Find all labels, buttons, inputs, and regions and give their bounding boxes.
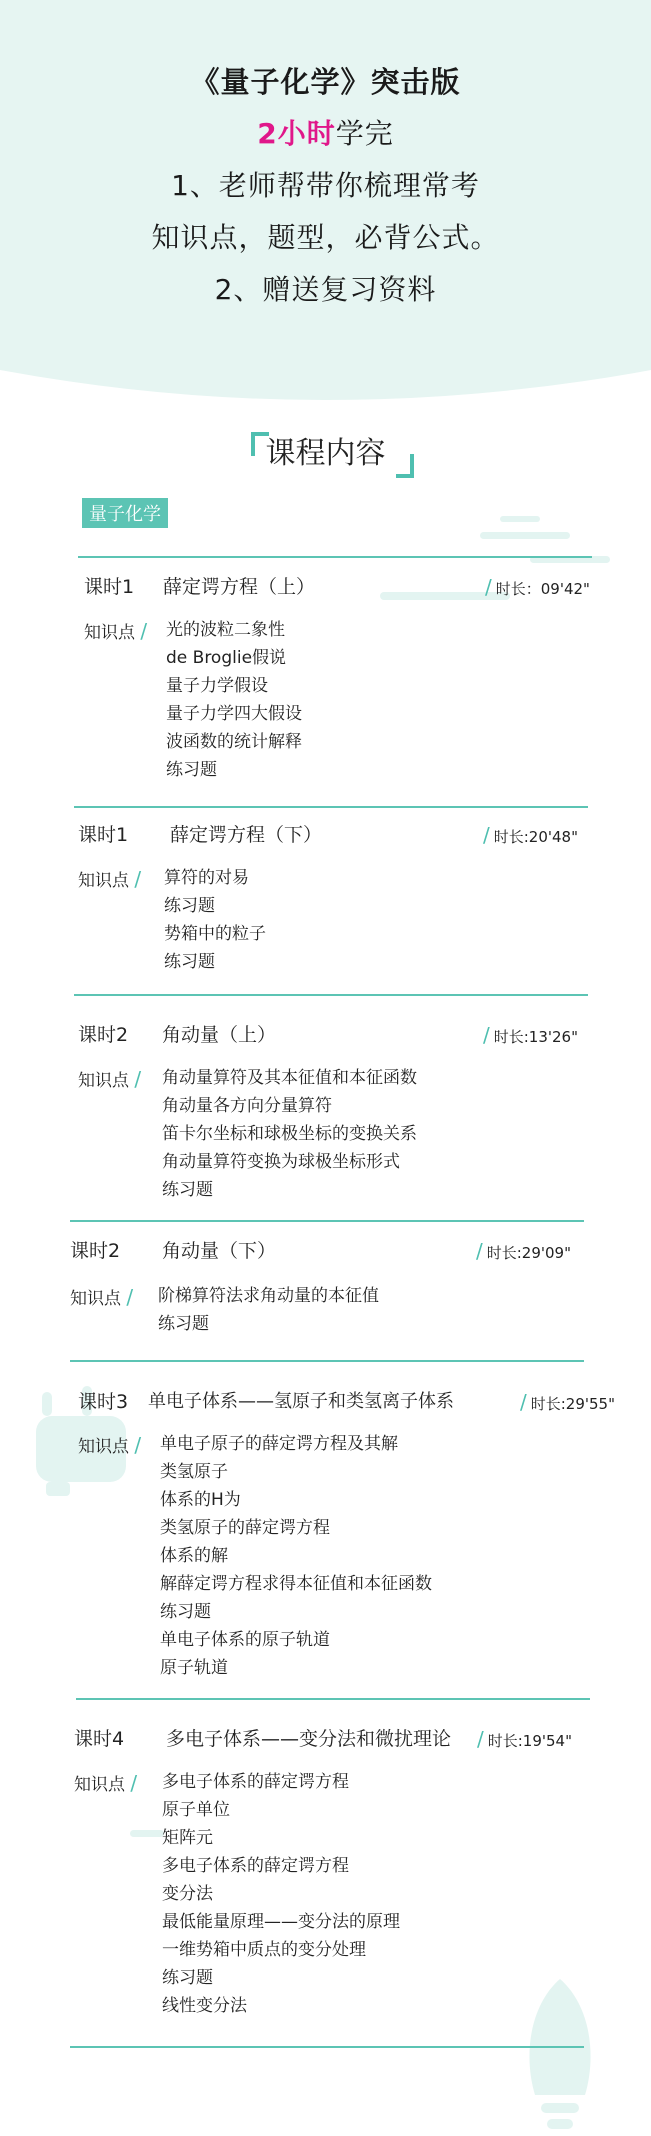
list-item: 类氢原子 [160,1462,228,1482]
lesson-divider [70,1220,584,1222]
hero-banner [0,0,651,400]
lesson-duration: / 时长:29'55" [520,1390,616,1414]
lesson-duration: / 时长：09'42" [485,575,590,599]
list-item: 波函数的统计解释 [166,732,302,752]
lesson-divider [74,994,588,996]
list-item: 最低能量原理——变分法的原理 [162,1912,400,1932]
title-bracket-right [396,454,414,478]
list-item: 阶梯算符法求角动量的本征值 [158,1286,379,1306]
lesson-divider [74,806,588,808]
list-item: 角动量算符及其本征值和本征函数 [162,1068,417,1088]
list-item: 一维势箱中质点的变分处理 [162,1940,366,1960]
lesson-label: 课时2 [70,1240,121,1262]
list-item: 量子力学假设 [166,676,268,696]
list-item: 原子单位 [162,1800,230,1820]
lesson-label: 课时1 [84,576,135,598]
hero-line-2 [0,112,651,152]
list-item: 原子轨道 [160,1658,228,1678]
list-item: 角动量算符变换为球极坐标形式 [162,1152,400,1172]
list-item: 解薛定谔方程求得本征值和本征函数 [160,1574,432,1594]
list-item: 多电子体系的薛定谔方程 [162,1772,349,1792]
lesson-label: 课时1 [78,824,129,846]
list-item: de Broglie假说 [166,648,287,668]
lesson-title: 薛定谔方程（上） [163,576,316,598]
knowledge-point-label: 知识点 / [70,1285,134,1309]
list-item: 光的波粒二象性 [166,620,285,640]
lesson-duration: / 时长:13'26" [483,1023,579,1047]
list-item: 练习题 [160,1602,211,1622]
lesson-title: 多电子体系——变分法和微扰理论 [166,1728,452,1750]
list-item: 矩阵元 [162,1828,213,1848]
lesson-label: 课时4 [74,1728,125,1750]
hero-accent-text: 2小时 [257,117,336,150]
lesson-title: 角动量（上） [162,1024,277,1046]
list-item: 练习题 [162,1968,213,1988]
knowledge-list [162,1064,417,1204]
lesson-divider [70,1360,584,1362]
knowledge-list [166,616,302,784]
knowledge-list [160,1430,432,1682]
section-title: 课程内容 [265,436,386,471]
list-item: 体系的解 [160,1546,228,1566]
knowledge-list [158,1282,379,1338]
hero-line-3: 1、老师帮带你梳理常考 [171,169,480,202]
knowledge-point-label: 知识点 / [78,1433,142,1457]
lesson-divider [76,1698,590,1700]
list-item: 练习题 [158,1314,209,1334]
knowledge-point-label: 知识点 / [78,867,142,891]
lesson-duration: / 时长:20'48" [483,823,579,847]
list-item: 单电子体系的原子轨道 [160,1630,330,1650]
hero-line-4: 知识点，题型，必背公式。 [151,221,500,254]
hero-line-5: 2、赠送复习资料 [214,273,437,306]
list-item: 体系的H为 [160,1490,241,1510]
lesson-label: 课时2 [78,1024,129,1046]
rocket-decoration [505,1975,615,2136]
list-item: 单电子原子的薛定谔方程及其解 [160,1434,398,1454]
hero-title: 《量子化学》突击版 [190,65,461,99]
lesson-duration: / 时长:19'54" [477,1727,573,1751]
list-item: 练习题 [166,760,217,780]
hero-line-2-rest: 学完 [335,117,394,150]
course-tag: 量子化学 [82,498,168,528]
knowledge-point-label: 知识点 / [78,1067,142,1091]
list-item: 笛卡尔坐标和球极坐标的变换关系 [162,1124,417,1144]
lesson-title: 薛定谔方程（下） [170,824,323,846]
knowledge-point-label: 知识点 / [84,619,148,643]
list-item: 算符的对易 [164,868,249,888]
lesson-label: 课时3 [78,1391,129,1413]
list-item: 练习题 [164,896,215,916]
list-item: 变分法 [162,1884,213,1904]
list-item: 多电子体系的薛定谔方程 [162,1856,349,1876]
lesson-title: 角动量（下） [162,1240,277,1262]
list-item: 类氢原子的薛定谔方程 [160,1518,330,1538]
list-item: 练习题 [164,952,215,972]
list-item: 线性变分法 [162,1996,247,2016]
list-item: 角动量各方向分量算符 [162,1096,332,1116]
lesson-divider [70,2046,584,2048]
list-item: 量子力学四大假设 [166,704,302,724]
knowledge-point-label: 知识点 / [74,1771,138,1795]
knowledge-list [162,1768,400,2020]
knowledge-list [164,864,266,976]
lesson-divider [78,556,592,558]
lesson-duration: / 时长:29'09" [476,1239,572,1263]
list-item: 练习题 [162,1180,213,1200]
lesson-title: 单电子体系——氢原子和类氢离子体系 [148,1391,454,1412]
list-item: 势箱中的粒子 [164,924,266,944]
